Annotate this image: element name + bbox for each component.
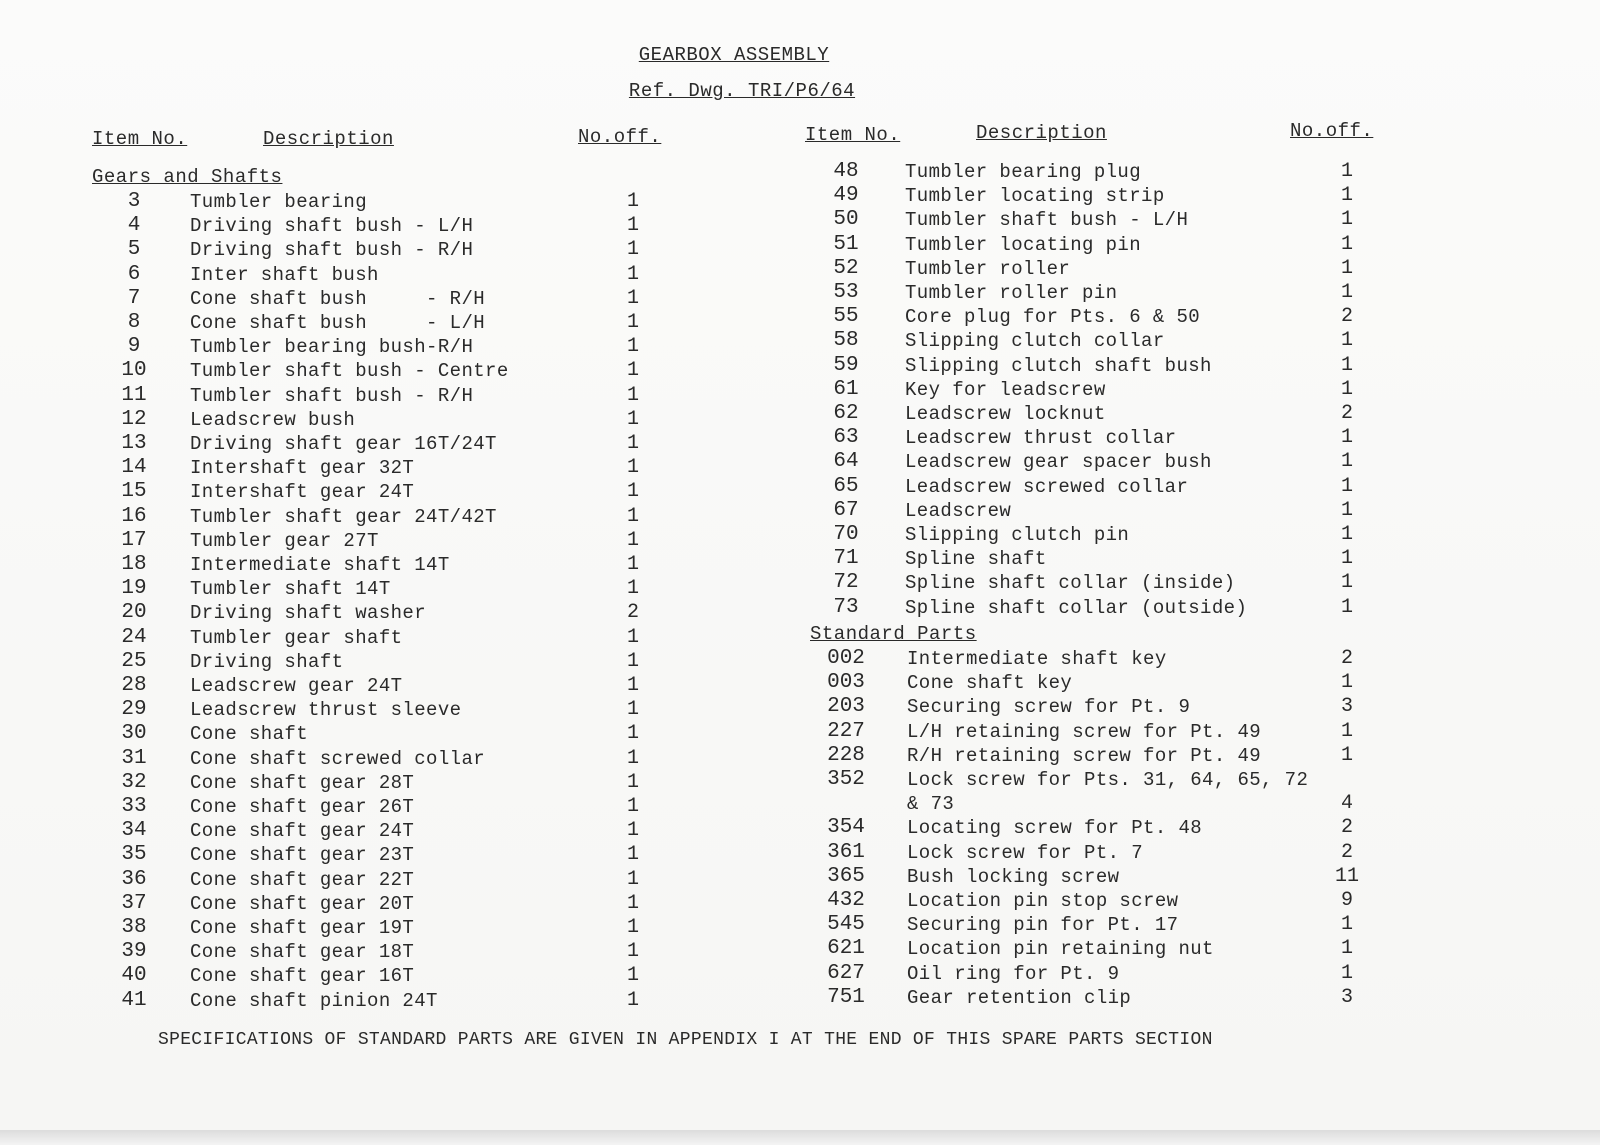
item-number: 50 (833, 208, 859, 232)
item-number: 11 (121, 383, 147, 407)
item-number: 7 (127, 286, 141, 310)
item-quantity: 1 (626, 383, 639, 407)
item-description: Tumbler shaft bush - R/H (190, 384, 474, 407)
item-quantity: 2 (1340, 816, 1353, 840)
item-description: Cone shaft gear 18T (190, 941, 415, 964)
item-number: 627 (827, 961, 865, 985)
item-number: 002 (827, 647, 865, 670)
item-quantity: 1 (626, 432, 639, 455)
left-header-description: Description (263, 128, 394, 150)
item-description: Tumbler gear 27T (190, 529, 379, 552)
item-number: 32 (121, 770, 147, 794)
item-description: Leadscrew locknut (905, 403, 1106, 425)
item-number: 228 (827, 743, 865, 767)
item-number: 71 (833, 547, 859, 571)
item-quantity: 1 (626, 674, 639, 697)
item-description: Bush locking screw (907, 865, 1120, 888)
item-number: 227 (827, 719, 865, 743)
item-description: Core plug for Pts. 6 & 50 (905, 306, 1201, 329)
item-description: Cone shaft pinion 24T (190, 989, 438, 1012)
item-number: 13 (121, 432, 147, 455)
item-number: 49 (833, 184, 859, 208)
item-number: 29 (121, 698, 147, 722)
document-title: GEARBOX ASSEMBLY (638, 44, 830, 66)
item-quantity: 1 (1340, 256, 1353, 280)
item-quantity: 1 (626, 940, 639, 964)
item-description: Tumbler bearing plug (905, 161, 1142, 183)
item-number: 36 (121, 867, 147, 891)
item-number: 003 (827, 671, 865, 695)
drawing-reference: Ref. Dwg. TRI/P6/64 (628, 80, 856, 102)
item-description: Lock screw for Pts. 31, 64, 65, 72 (907, 769, 1309, 791)
item-description: Intermediate shaft 14T (190, 554, 450, 576)
item-quantity: 1 (626, 770, 639, 794)
item-quantity: 3 (1340, 985, 1353, 1009)
item-quantity: 1 (626, 577, 639, 601)
item-number: 40 (121, 964, 147, 988)
item-description: Tumbler gear shaft (190, 626, 403, 649)
item-number: 4 (127, 214, 141, 238)
item-description: Spline shaft (905, 548, 1047, 571)
item-number: 545 (827, 913, 865, 937)
right-header-no-off: No.off. (1290, 120, 1374, 142)
item-quantity: 2 (1340, 647, 1353, 670)
item-description: Leadscrew bush (190, 408, 356, 431)
left-header-no-off: No.off. (578, 126, 662, 148)
item-number: 18 (121, 553, 147, 576)
item-quantity: 2 (1340, 840, 1353, 864)
item-quantity: 1 (1340, 547, 1353, 571)
item-description: Cone shaft gear 19T (190, 917, 415, 939)
item-number: 38 (121, 916, 147, 939)
item-quantity: 1 (626, 311, 639, 334)
item-number: 61 (833, 377, 859, 401)
item-description: Tumbler roller (905, 257, 1071, 280)
section-standard-parts: Standard Parts (810, 623, 977, 645)
item-number: 62 (833, 402, 859, 425)
item-number: 51 (833, 232, 859, 256)
item-description: Tumbler shaft bush - L/H (905, 209, 1189, 232)
item-description: Cone shaft gear 22T (190, 868, 415, 891)
item-number: 35 (121, 843, 147, 867)
item-number: 48 (833, 160, 859, 183)
item-description: Inter shaft bush (190, 263, 379, 286)
item-number: 72 (833, 571, 859, 595)
item-number: 67 (833, 498, 859, 522)
item-number: 9 (127, 335, 141, 359)
left-header-item-no: Item No. (92, 128, 188, 150)
item-description: Tumbler shaft 14T (190, 578, 391, 601)
item-description: Leadscrew gear spacer bush (905, 451, 1212, 474)
item-quantity: 1 (626, 286, 639, 310)
item-description: Tumbler bearing (190, 191, 368, 213)
item-description: Tumbler locating strip (905, 185, 1165, 208)
item-number: 16 (121, 504, 147, 528)
item-description: Cone shaft gear 26T (190, 796, 415, 818)
item-quantity: 4 (1340, 792, 1353, 816)
item-quantity: 1 (626, 988, 639, 1012)
item-quantity: 1 (1340, 377, 1353, 401)
item-quantity: 1 (1340, 913, 1353, 937)
item-number: 58 (833, 329, 859, 353)
item-description: Cone shaft bush - L/H (190, 312, 486, 334)
item-number: 12 (121, 407, 147, 431)
item-number: 59 (833, 353, 859, 377)
item-number: 25 (121, 649, 147, 673)
item-description: Gear retention clip (907, 986, 1132, 1009)
item-number: 31 (121, 746, 147, 770)
item-quantity: 1 (626, 504, 639, 528)
item-number: 34 (121, 819, 147, 843)
item-quantity: 1 (1340, 208, 1353, 232)
item-number: 73 (833, 595, 859, 619)
item-description: Oil ring for Pt. 9 (907, 962, 1120, 985)
item-quantity: 1 (626, 746, 639, 770)
item-number: 751 (827, 985, 865, 1009)
item-quantity: 1 (626, 553, 639, 576)
item-quantity: 1 (626, 843, 639, 867)
item-description: Cone shaft screwed collar (190, 747, 486, 770)
item-quantity: 1 (1340, 595, 1353, 619)
item-quantity: 2 (1340, 305, 1353, 329)
item-description: Securing pin for Pt. 17 (907, 914, 1179, 937)
item-quantity: 1 (1340, 450, 1353, 474)
item-number: 354 (827, 816, 865, 840)
item-quantity: 11 (1334, 864, 1359, 888)
item-quantity: 3 (1340, 695, 1353, 719)
item-quantity: 1 (626, 867, 639, 891)
item-number: 621 (827, 937, 865, 961)
item-description: Cone shaft key (907, 672, 1073, 695)
item-description: Cone shaft gear 23T (190, 844, 415, 867)
item-quantity: 1 (626, 916, 639, 939)
item-number: 17 (121, 528, 147, 552)
item-description: Cone shaft gear 16T (190, 965, 415, 988)
item-description: Leadscrew (905, 499, 1012, 522)
item-quantity: 1 (626, 190, 639, 213)
item-description: Key for leadscrew (905, 378, 1106, 401)
item-description: R/H retaining screw for Pt. 49 (907, 744, 1262, 767)
right-header-description: Description (976, 122, 1107, 144)
right-header-item-no: Item No. (805, 124, 901, 146)
scan-edge (0, 1130, 1600, 1145)
item-number: 70 (833, 523, 859, 546)
item-description: Tumbler bearing bush-R/H (190, 336, 474, 359)
item-description: Leadscrew gear 24T (190, 675, 403, 697)
item-description: Spline shaft collar (outside) (905, 596, 1248, 619)
item-quantity: 1 (1340, 523, 1353, 546)
item-number: 30 (121, 722, 147, 746)
item-description: Driving shaft bush - L/H (190, 215, 474, 238)
item-description: Driving shaft bush - R/H (190, 239, 474, 262)
item-description: Driving shaft washer (190, 602, 427, 625)
item-description: Cone shaft gear 28T (190, 771, 415, 794)
item-number: 55 (833, 305, 859, 329)
item-number: 5 (127, 238, 141, 262)
item-quantity: 1 (626, 964, 639, 988)
item-description: Locating screw for Pt. 48 (907, 817, 1203, 840)
item-description: Location pin retaining nut (907, 938, 1214, 961)
item-quantity: 1 (1340, 281, 1353, 304)
item-description: Leadscrew screwed collar (905, 475, 1189, 498)
item-quantity: 1 (1340, 743, 1353, 767)
item-quantity: 1 (1340, 232, 1353, 256)
item-description: Slipping clutch shaft bush (905, 354, 1212, 377)
item-number: 361 (827, 840, 865, 864)
item-quantity: 1 (1340, 719, 1353, 743)
item-description: Slipping clutch pin (905, 524, 1130, 546)
item-description: Cone shaft bush - R/H (190, 287, 486, 310)
item-number: 19 (121, 577, 147, 601)
item-quantity: 1 (626, 214, 639, 238)
item-number: 52 (833, 256, 859, 280)
item-quantity: 1 (626, 891, 639, 915)
item-number: 10 (121, 359, 147, 383)
item-quantity: 1 (626, 819, 639, 843)
item-number: 14 (121, 456, 147, 480)
item-description: & 73 (907, 793, 955, 816)
item-description: Cone shaft (190, 723, 309, 746)
item-quantity: 2 (1340, 402, 1353, 425)
item-quantity: 1 (1340, 160, 1353, 183)
item-quantity: 1 (1340, 937, 1353, 961)
item-number: 203 (827, 695, 865, 719)
item-number: 24 (121, 625, 147, 649)
item-description: Intershaft gear 32T (190, 457, 415, 480)
item-number: 33 (121, 795, 147, 818)
item-description: Tumbler shaft bush - Centre (190, 360, 509, 383)
item-description: Driving shaft (190, 650, 344, 673)
item-quantity: 2 (626, 601, 639, 625)
item-quantity: 9 (1340, 889, 1353, 912)
item-number: 6 (127, 262, 141, 286)
item-number: 65 (833, 474, 859, 498)
item-description: Cone shaft gear 24T (190, 820, 415, 843)
item-quantity: 1 (1340, 474, 1353, 498)
item-description: Leadscrew thrust collar (905, 427, 1177, 450)
item-description: Intershaft gear 24T (190, 481, 415, 504)
item-quantity: 1 (1340, 961, 1353, 985)
item-quantity: 1 (626, 359, 639, 383)
item-number: 37 (121, 891, 147, 915)
item-quantity: 1 (1340, 184, 1353, 208)
item-quantity: 1 (1340, 426, 1353, 450)
item-quantity: 1 (626, 480, 639, 504)
item-quantity: 1 (626, 262, 639, 286)
item-number: 3 (127, 190, 141, 213)
item-description: Tumbler locating pin (905, 233, 1142, 256)
item-number: 365 (827, 864, 865, 888)
item-number: 64 (833, 450, 859, 474)
item-description: Securing screw for Pt. 9 (907, 696, 1191, 719)
item-quantity: 1 (626, 625, 639, 649)
item-quantity: 1 (626, 456, 639, 480)
item-quantity: 1 (1340, 329, 1353, 353)
item-quantity: 1 (626, 649, 639, 673)
item-number: 53 (833, 281, 859, 304)
item-description: Spline shaft collar (inside) (905, 572, 1236, 595)
item-number: 352 (827, 768, 865, 791)
item-quantity: 1 (626, 698, 639, 722)
item-number: 432 (827, 889, 865, 912)
item-number: 20 (121, 601, 147, 625)
item-quantity: 1 (626, 528, 639, 552)
item-description: Tumbler shaft gear 24T/42T (190, 505, 497, 528)
item-description: L/H retaining screw for Pt. 49 (907, 720, 1262, 743)
item-number: 28 (121, 674, 147, 697)
item-number: 15 (121, 480, 147, 504)
item-number: 39 (121, 940, 147, 964)
section-gears-and-shafts: Gears and Shafts (92, 166, 283, 188)
item-quantity: 1 (1340, 498, 1353, 522)
item-description: Location pin stop screw (907, 890, 1179, 912)
item-quantity: 1 (626, 722, 639, 746)
item-quantity: 1 (626, 795, 639, 818)
item-quantity: 1 (1340, 353, 1353, 377)
item-description: Driving shaft gear 16T/24T (190, 433, 497, 455)
item-description: Leadscrew thrust sleeve (190, 699, 462, 722)
item-description: Tumbler roller pin (905, 282, 1118, 304)
item-quantity: 1 (626, 407, 639, 431)
item-quantity: 1 (1340, 571, 1353, 595)
item-description: Slipping clutch collar (905, 330, 1165, 353)
item-description: Cone shaft gear 20T (190, 892, 415, 915)
item-description: Lock screw for Pt. 7 (907, 841, 1144, 864)
item-quantity: 1 (1340, 671, 1353, 695)
item-quantity: 1 (626, 238, 639, 262)
item-description: Intermediate shaft key (907, 648, 1167, 670)
item-quantity: 1 (626, 335, 639, 359)
item-number: 8 (127, 311, 141, 334)
footer-note: SPECIFICATIONS OF STANDARD PARTS ARE GIVEN IN APPENDIX I AT THE END OF THIS SPARE PARTS SECTION (158, 1030, 1213, 1050)
item-number: 41 (121, 988, 147, 1012)
item-number: 63 (833, 426, 859, 450)
